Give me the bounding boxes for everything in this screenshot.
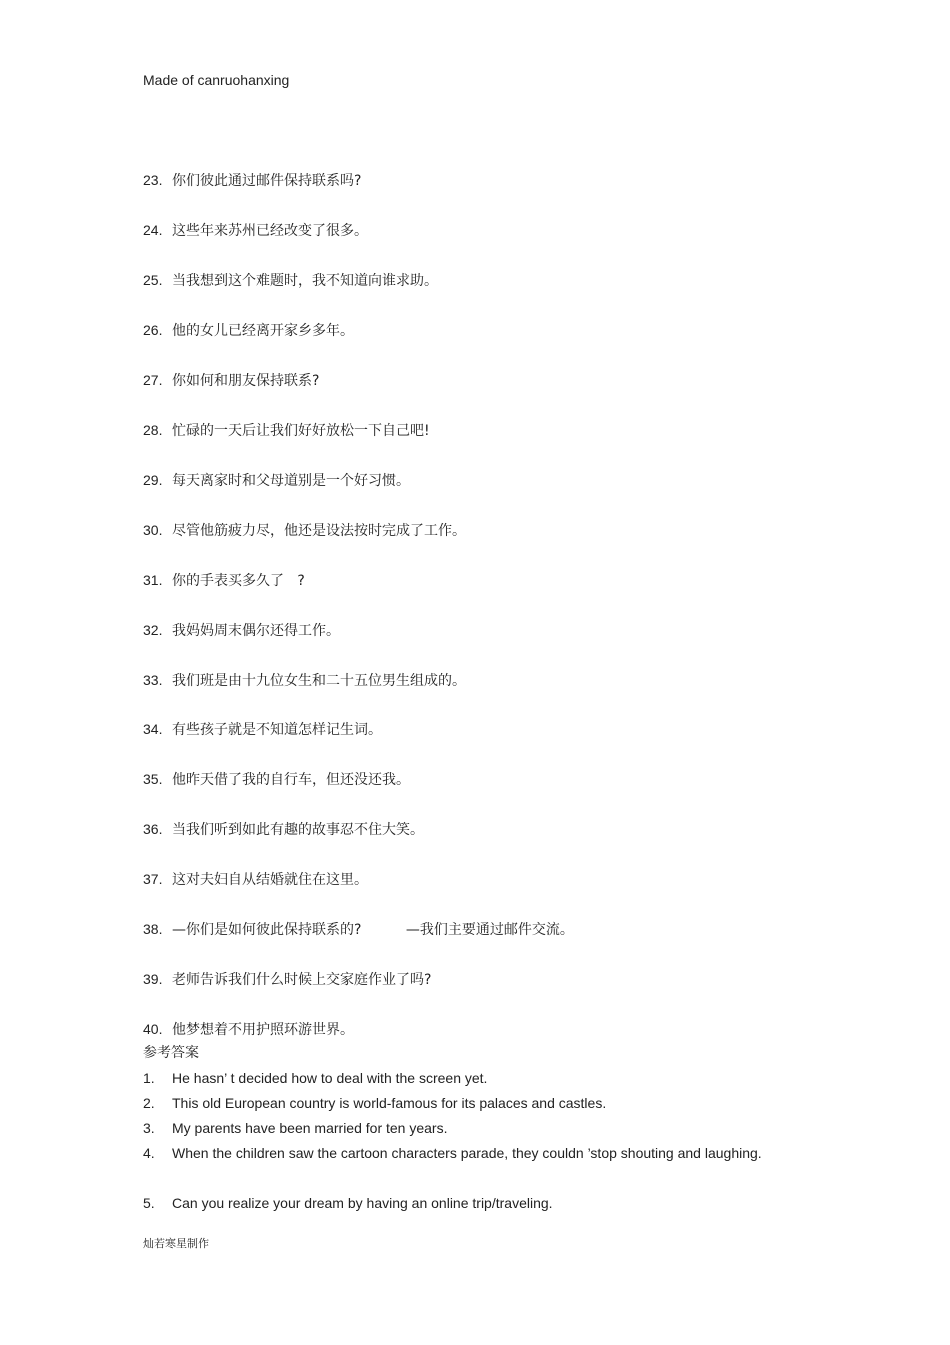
question-item xyxy=(143,970,431,989)
question-number: 32. xyxy=(143,622,163,638)
page-footer: 灿若寒星制作 xyxy=(143,1237,209,1250)
question-item xyxy=(143,870,368,889)
question-number: 37. xyxy=(143,871,163,887)
answers-title: 参考答案 xyxy=(143,1045,199,1061)
question-text: 当我想到这个难题时，我不知道向谁求助。 xyxy=(172,273,438,289)
question-item xyxy=(143,321,354,340)
question-item xyxy=(143,571,305,590)
question-text: 他梦想着不用护照环游世界。 xyxy=(172,1022,354,1038)
question-number: 35. xyxy=(143,771,163,787)
question-item xyxy=(143,271,438,290)
question-item xyxy=(143,621,340,640)
question-text: 老师告诉我们什么时候上交家庭作业了吗? xyxy=(172,972,432,988)
question-text: 他昨天借了我的自行车，但还没还我。 xyxy=(172,772,410,788)
question-text: —你们是如何彼此保持联系的? —我们主要通过邮件交流。 xyxy=(172,922,574,938)
question-item xyxy=(143,171,361,190)
question-number: 27. xyxy=(143,372,163,388)
question-text: 这些年来苏州已经改变了很多。 xyxy=(172,223,368,239)
question-item xyxy=(143,770,410,789)
question-number: 26. xyxy=(143,322,163,338)
question-text: 有些孩子就是不知道怎样记生词。 xyxy=(172,722,382,738)
question-text: 他的女儿已经离开家乡多年。 xyxy=(172,323,354,339)
answer-number: 1. xyxy=(143,1070,155,1086)
answer-text: Can you realize your dream by having an online trip/traveling. xyxy=(172,1195,553,1211)
question-item xyxy=(143,421,430,440)
answer-text: When the children saw the cartoon characters parade, they couldn ’stop shouting and laughing. xyxy=(172,1145,762,1161)
question-number: 39. xyxy=(143,971,163,987)
question-text: 你如何和朋友保持联系? xyxy=(172,373,320,389)
answer-number: 4. xyxy=(143,1145,155,1161)
answer-item xyxy=(143,1191,806,1216)
question-item xyxy=(143,1020,354,1039)
answer-text: He hasn’ t decided how to deal with the screen yet. xyxy=(172,1070,488,1086)
answer-item xyxy=(143,1066,806,1091)
question-number: 24. xyxy=(143,222,163,238)
question-item xyxy=(143,920,574,939)
question-text: 当我们听到如此有趣的故事忍不住大笑。 xyxy=(172,822,424,838)
answer-item xyxy=(143,1116,806,1141)
question-text: 我妈妈周末偶尔还得工作。 xyxy=(172,623,340,639)
answer-text: This old European country is world-famous for its palaces and castles. xyxy=(172,1095,607,1111)
page-header: Made of canruohanxing xyxy=(143,72,290,88)
question-number: 23. xyxy=(143,172,163,188)
answer-item xyxy=(143,1141,806,1166)
question-number: 36. xyxy=(143,821,163,837)
question-text: 我们班是由十九位女生和二十五位男生组成的。 xyxy=(172,673,466,689)
answer-item xyxy=(143,1091,806,1116)
question-item xyxy=(143,371,319,390)
question-number: 29. xyxy=(143,472,163,488)
question-item xyxy=(143,720,382,739)
question-item xyxy=(143,671,466,690)
question-text: 这对夫妇自从结婚就住在这里。 xyxy=(172,872,368,888)
question-text: 尽管他筋疲力尽，他还是设法按时完成了工作。 xyxy=(172,523,466,539)
question-number: 31. xyxy=(143,572,163,588)
question-number: 25. xyxy=(143,272,163,288)
answer-number: 5. xyxy=(143,1195,155,1211)
question-number: 38. xyxy=(143,921,163,937)
question-item xyxy=(143,820,424,839)
question-text: 忙碌的一天后让我们好好放松一下自己吧! xyxy=(172,423,430,439)
question-number: 34. xyxy=(143,721,163,737)
question-number: 30. xyxy=(143,522,163,538)
question-item xyxy=(143,521,466,540)
question-item xyxy=(143,471,410,490)
question-text: 你们彼此通过邮件保持联系吗? xyxy=(172,173,362,189)
question-number: 33. xyxy=(143,672,163,688)
question-number: 40. xyxy=(143,1021,163,1037)
question-item xyxy=(143,221,368,240)
answer-number: 2. xyxy=(143,1095,155,1111)
answer-text: My parents have been married for ten years. xyxy=(172,1120,448,1136)
question-number: 28. xyxy=(143,422,163,438)
question-text: 你的手表买多久了 ? xyxy=(172,573,305,589)
answer-number: 3. xyxy=(143,1120,155,1136)
question-text: 每天离家时和父母道别是一个好习惯。 xyxy=(172,473,410,489)
